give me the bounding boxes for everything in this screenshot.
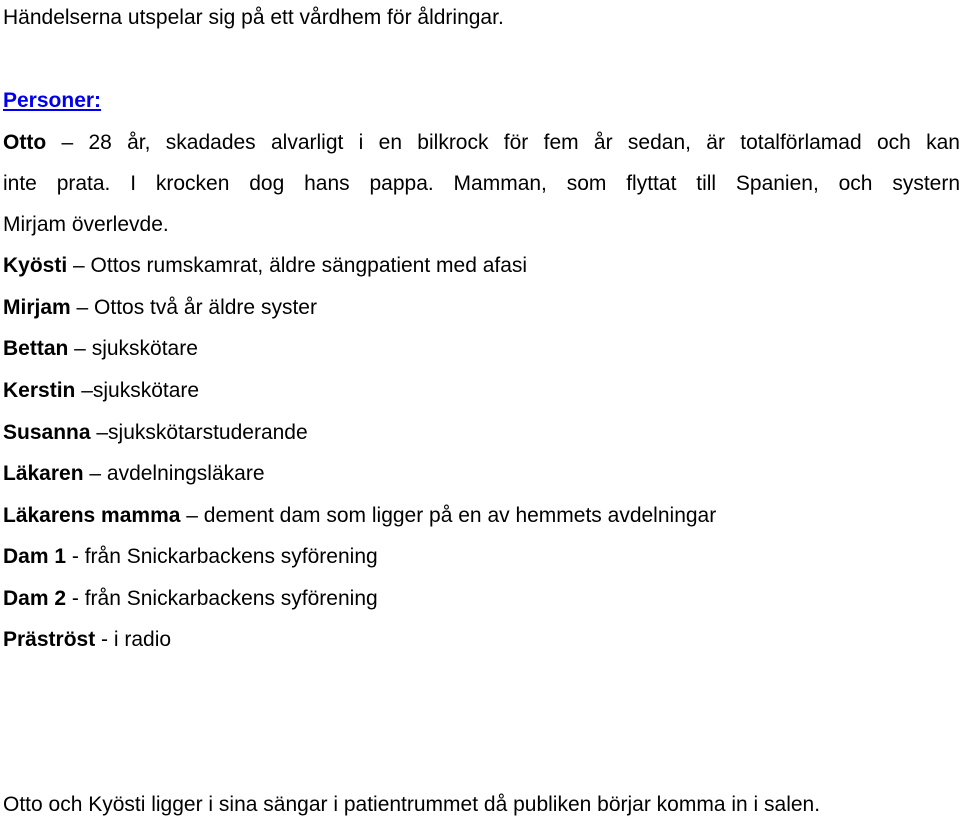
character-description: – avdelningsläkare [83,462,265,485]
character-name: Bettan [3,337,69,360]
character-name: Läkaren [3,462,84,485]
character-name: Kyösti [3,254,68,277]
character-kyosti [3,254,527,278]
persons-heading: Personer: [3,89,102,112]
character-mirjam [3,296,317,320]
character-susanna [3,421,308,445]
character-description: - från Snickarbackens syförening [66,545,378,568]
character-otto-line-1 [3,131,960,155]
character-description: –sjukskötare [75,379,200,402]
character-name: Mirjam [3,296,71,319]
character-kerstin [3,379,199,403]
character-description: - från Snickarbackens syförening [66,587,378,610]
character-description: – Ottos rumskamrat, äldre sängpatient med afasi [67,254,528,277]
character-name: Otto [3,131,47,154]
character-description: – dement dam som ligger på en av hemmets avdelningar [180,504,717,527]
character-dam-2 [3,587,378,611]
character-dam-1 [3,545,378,569]
character-description: – Ottos två år äldre syster [70,296,317,319]
character-name: Kerstin [3,379,76,402]
character-otto-line-3: Mirjam överlevde. [3,213,169,236]
character-description: – 28 år, skadades alvarligt i en bilkrock för fem år sedan, är totalförlamad och kan [46,131,960,154]
character-name: Dam 2 [3,587,67,610]
character-bettan [3,337,198,361]
character-lakarens-mamma [3,504,716,528]
character-prastrost [3,628,171,652]
setting-line: Händelserna utspelar sig på ett vårdhem för åldringar. [3,6,504,29]
character-name: Präströst [3,628,96,651]
character-lakaren [3,462,265,486]
character-name: Dam 1 [3,545,67,568]
character-otto-line-2: inte prata. I krocken dog hans pappa. Mamman, som flyttat till Spanien, och systern [3,172,960,195]
closing-line: Otto och Kyösti ligger i sina sängar i patientrummet då publiken börjar komma in i salen. [3,793,821,816]
character-description: - i radio [95,628,172,651]
character-description: – sjukskötare [68,337,198,360]
character-name: Susanna [3,421,91,444]
character-name: Läkarens mamma [3,504,181,527]
character-description: –sjukskötarstuderande [90,421,308,444]
